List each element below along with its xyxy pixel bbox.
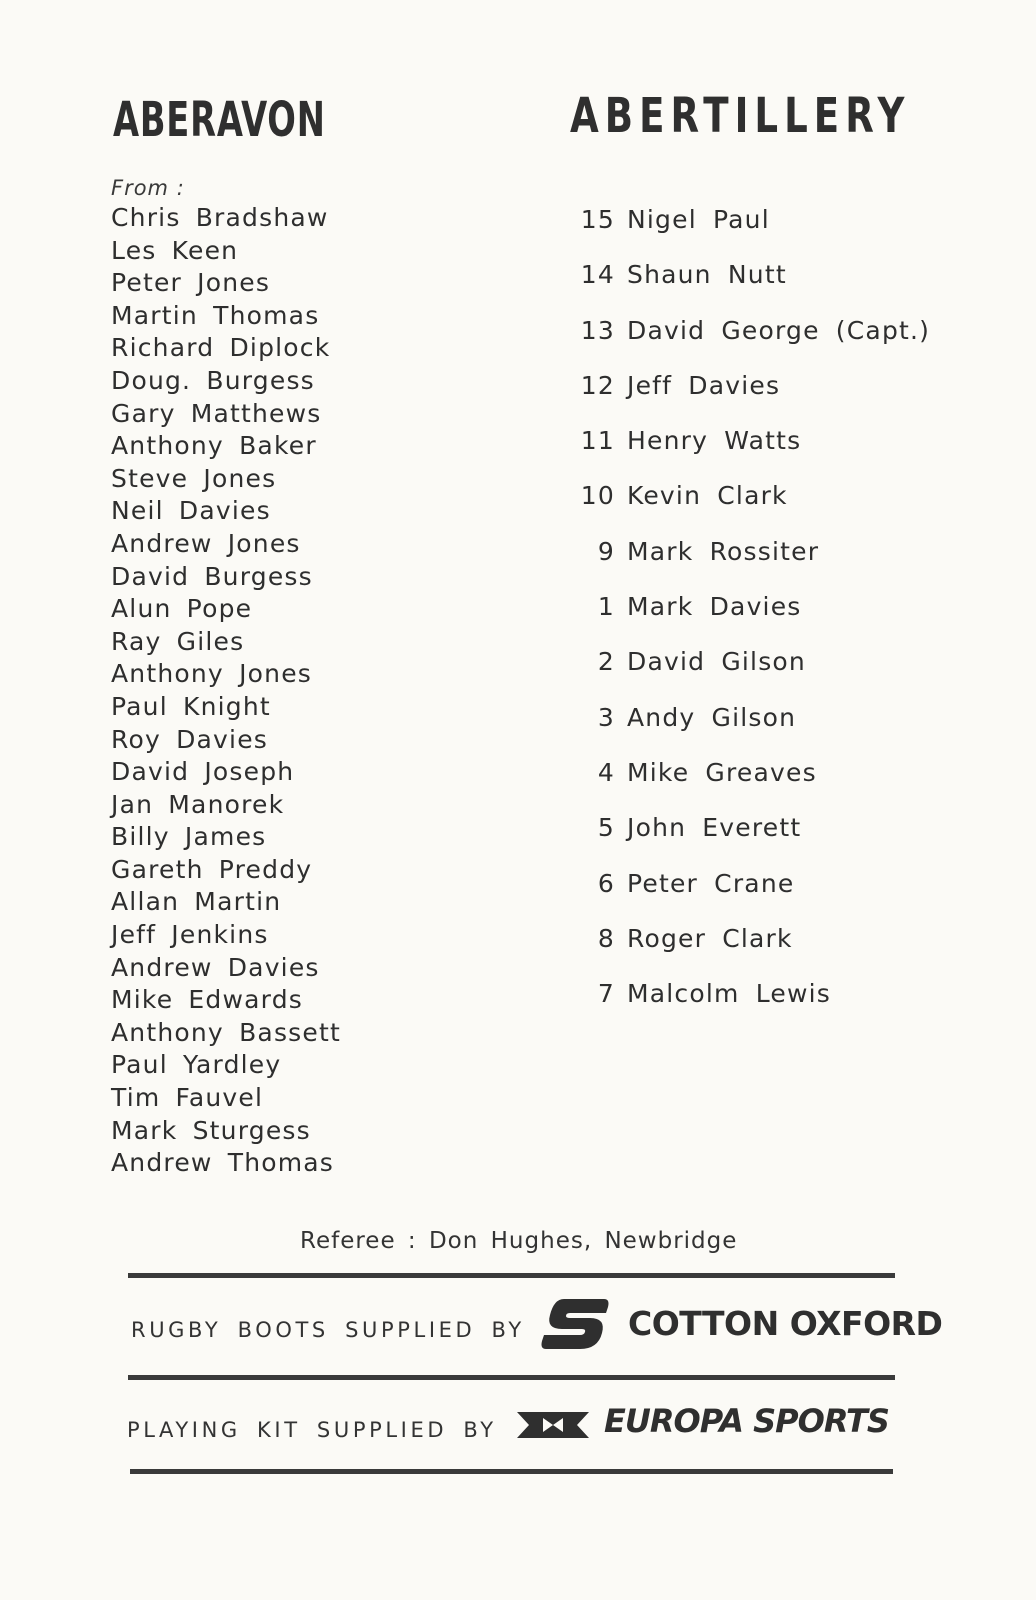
- away-player: [575, 970, 930, 1025]
- home-player: Gary Matthews: [111, 398, 322, 428]
- away-player-name: Andy Gilson: [627, 702, 797, 732]
- home-team-title: ABERAVON: [113, 92, 326, 148]
- squad-from-label: From :: [111, 176, 185, 200]
- away-player: [575, 528, 930, 583]
- away-player: [575, 417, 930, 472]
- divider-rule: [128, 1273, 895, 1278]
- home-player: Paul Yardley: [111, 1050, 282, 1080]
- away-player: [575, 860, 930, 915]
- home-player: Anthony Bassett: [111, 1017, 341, 1047]
- away-player-number: 4: [597, 757, 615, 787]
- home-player: Richard Diplock: [111, 333, 331, 363]
- home-player: David Burgess: [111, 561, 313, 591]
- away-player-name: David Gilson: [627, 647, 806, 677]
- away-player: [575, 804, 930, 859]
- home-player: Ray Giles: [111, 626, 245, 656]
- europa-sports-brand: EUROPA SPORTS: [604, 1402, 889, 1440]
- cotton-oxford-brand: COTTON OXFORD: [628, 1304, 943, 1343]
- home-player: David Joseph: [111, 757, 295, 787]
- home-player: Gareth Preddy: [111, 854, 313, 884]
- away-player-number: 6: [597, 868, 615, 898]
- away-player-name: Peter Crane: [627, 868, 795, 898]
- home-player: Les Keen: [111, 235, 239, 265]
- divider-rule: [130, 1469, 893, 1474]
- away-player: [575, 694, 930, 749]
- away-player: [575, 472, 930, 527]
- boots-supplier-text: RUGBY BOOTS SUPPLIED BY: [131, 1318, 525, 1342]
- kit-supplier-text: PLAYING KIT SUPPLIED BY: [127, 1418, 497, 1442]
- away-player-name: Henry Watts: [627, 426, 802, 456]
- referee-line: Referee : Don Hughes, Newbridge: [300, 1228, 738, 1254]
- away-player: [575, 915, 930, 970]
- away-player-number: 5: [597, 813, 615, 843]
- away-player: [575, 251, 930, 306]
- away-player-name: David George (Capt.): [627, 315, 931, 345]
- away-player-name: Kevin Clark: [627, 481, 788, 511]
- home-player: Mark Sturgess: [111, 1115, 311, 1145]
- away-player: [575, 583, 930, 638]
- home-player: Anthony Jones: [111, 659, 312, 689]
- away-player: [575, 362, 930, 417]
- home-player: Alun Pope: [111, 594, 253, 624]
- away-team-list: [575, 196, 930, 1025]
- europa-sports-logo-icon: [517, 1410, 589, 1440]
- away-player-number: 12: [580, 370, 615, 400]
- home-player: Martin Thomas: [111, 300, 320, 330]
- away-player-name: Jeff Davies: [627, 370, 781, 400]
- home-player: Jeff Jenkins: [111, 920, 269, 950]
- away-player: [575, 196, 930, 251]
- away-player-number: 3: [597, 702, 615, 732]
- home-player: Steve Jones: [111, 463, 277, 493]
- home-player: Paul Knight: [111, 691, 271, 721]
- cotton-oxford-s-logo-icon: [540, 1295, 612, 1353]
- away-player-name: Shaun Nutt: [627, 260, 787, 290]
- away-player-name: Mark Davies: [627, 592, 802, 622]
- away-player: [575, 749, 930, 804]
- home-player: Chris Bradshaw: [111, 203, 329, 232]
- away-player-number: 14: [580, 260, 615, 290]
- away-player-number: 8: [597, 923, 615, 953]
- away-player-number: 11: [580, 426, 615, 456]
- home-player: Mike Edwards: [111, 985, 303, 1015]
- home-player: Anthony Baker: [111, 431, 317, 461]
- away-player-name: Nigel Paul: [627, 205, 770, 234]
- away-player-name: Mike Greaves: [627, 757, 817, 787]
- away-team-title: ABERTILLERY: [570, 88, 911, 144]
- away-player-number: 13: [580, 315, 615, 345]
- away-player-name: Mark Rossiter: [627, 536, 820, 566]
- away-player-name: John Everett: [627, 813, 802, 843]
- away-player-number: 7: [597, 979, 615, 1009]
- home-player: Peter Jones: [111, 268, 271, 298]
- home-player: Billy James: [111, 822, 267, 852]
- away-player-number: 1: [597, 592, 615, 622]
- away-player: [575, 307, 930, 362]
- away-player-number: 9: [597, 536, 615, 566]
- home-player: Allan Martin: [111, 887, 282, 917]
- divider-rule: [128, 1375, 895, 1380]
- away-player-number: 15: [580, 205, 615, 234]
- home-player: Neil Davies: [111, 496, 271, 526]
- home-player: Doug. Burgess: [111, 365, 315, 395]
- home-player: Andrew Thomas: [111, 1148, 335, 1178]
- home-player: Andrew Jones: [111, 528, 301, 558]
- home-player: Tim Fauvel: [111, 1083, 264, 1113]
- away-player-name: Malcolm Lewis: [627, 979, 832, 1009]
- away-player-number: 10: [580, 481, 615, 511]
- away-player-number: 2: [597, 647, 615, 677]
- home-player: Roy Davies: [111, 724, 269, 754]
- away-player: [575, 638, 930, 693]
- away-player-name: Roger Clark: [627, 923, 793, 953]
- home-player: Jan Manorek: [111, 789, 285, 819]
- home-squad-list: [111, 202, 341, 1180]
- home-player: Andrew Davies: [111, 952, 320, 982]
